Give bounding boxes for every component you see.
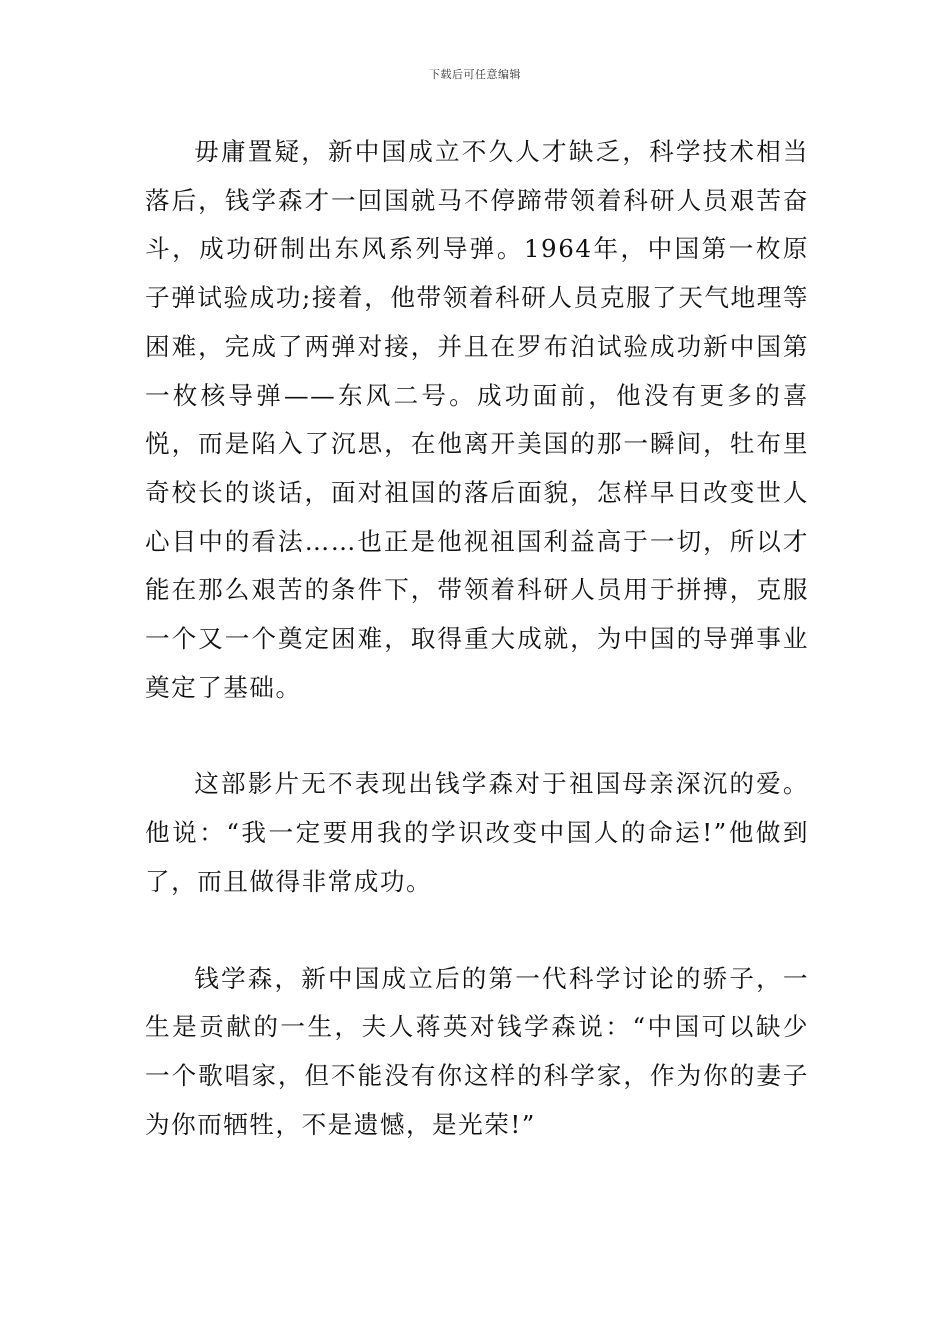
header-note: 下载后可任意编辑 — [429, 68, 521, 81]
paragraph-1: 毋庸置疑，新中国成立不久人才缺乏，科学技术相当落后，钱学森才一回国就马不停蹄带领着科研人员艰苦奋斗，成功研制出东风系列导弹。1964年，中国第一枚原子弹试验成功;接着，他带领着科研人员克服了天气地理等困难，完成了两弹对接，并且在罗布泊试验成功新中国第一枚核导弹——东风二号。成功面前，他没有更多的喜悦，而是陷入了沉思，在他离开美国的那一瞬间，牡布里奇校长的谈话，面对祖国的落后面貌，怎样早日改变世人心目中的看法……也正是他视祖国利益高于一切，所以才能在那么艰苦的条件下，带领着科研人员用于拼搏，克服一个又一个奠定困难，取得重大成就，为中国的导弹事业奠定了基础。 — [145, 137, 809, 702]
paragraph-2: 这部影片无不表现出钱学森对于祖国母亲深沉的爱。他说：“我一定要用我的学识改变中国人的命运!”他做到了，而且做得非常成功。 — [145, 769, 809, 896]
paragraph-3: 钱学森，新中国成立后的第一代科学讨论的骄子，一生是贡献的一生，夫人蒋英对钱学森说：“中国可以缺少一个歌唱家，但不能没有你这样的科学家，作为你的妻子为你而牺牲，不是遗憾，是光荣!” — [145, 963, 809, 1139]
document-body — [145, 128, 809, 1149]
